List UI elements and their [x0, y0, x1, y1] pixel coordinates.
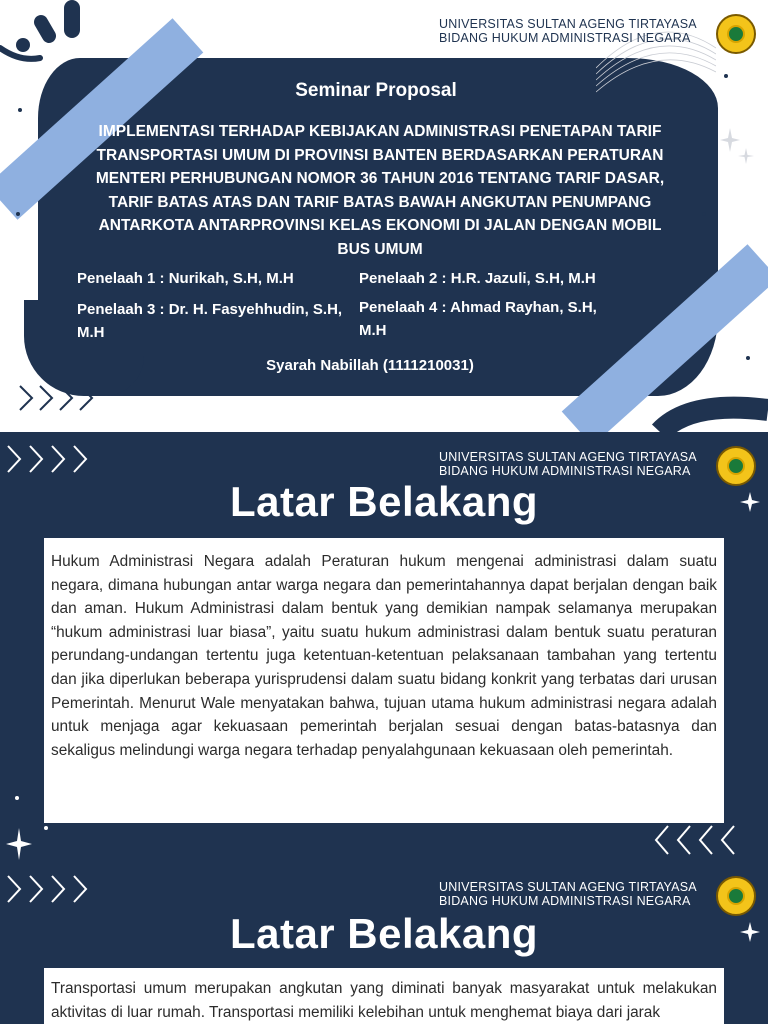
university-header — [439, 17, 719, 45]
background-text: Hukum Administrasi Negara adalah Peraturan hukum mengenai administrasi dalam suatu negara, dimana hubungan antar warga negara dan pemerintahannya dapat berjalan dengan baik dan aman. Hukum Administrasi dalam bentuk yang demikian nampak selamanya merupakan “hukum administrasi luar biasa”, yaitu suatu hukum administrasi dalam bentuk suatu peraturan perundang-undangan tertentu juga ketentuan-ketentuan pelaksanaan tambahan yang tertentu dan jika diperlukan beberapa yurisprudensi dalam suatu bidang konkrit yang terbatas dari urusan Pemerintah. Menurut Wale menyatakan bahwa, tujuan utama hukum administrasi negara adalah untuk menjaga agar kekuasaan pemerintah berjalan sesuai dengan batas-batasnya dan sekaligus melindungi warga negara terhadap penyalahgunaan kekuasaan oleh pemerintah. — [44, 538, 724, 823]
section-heading: Latar Belakang — [229, 478, 539, 525]
university-name: UNIVERSITAS SULTAN AGENG TIRTAYASA — [439, 880, 697, 894]
university-header — [439, 450, 719, 478]
department-name: BIDANG HUKUM ADMINISTRASI NEGARA — [439, 464, 691, 478]
sparkle-icon — [720, 128, 756, 168]
university-name: UNIVERSITAS SULTAN AGENG TIRTAYASA — [439, 17, 697, 31]
department-name: BIDANG HUKUM ADMINISTRASI NEGARA — [439, 894, 691, 908]
background-text: Transportasi umum merupakan angkutan yang diminati banyak masyarakat untuk melakukan aktivitas di luar rumah. Transportasi memiliki kelebihan untuk menghemat biaya dari jarak — [44, 968, 724, 1024]
chevron-right-icon — [4, 444, 100, 474]
university-name: UNIVERSITAS SULTAN AGENG TIRTAYASA — [439, 450, 697, 464]
student-name: Syarah Nabillah (1111210031) — [266, 357, 474, 374]
reviewer-1: Penelaah 1 : Nurikah, S.H, M.H — [77, 270, 294, 287]
university-header — [439, 880, 719, 908]
proposal-title: IMPLEMENTASI TERHADAP KEBIJAKAN ADMINISTRASI PENETAPAN TARIF TRANSPORTASI UMUM DI PROVINSI BANTEN BERDASARKAN PERATURAN MENTERI PERHUBUNGAN NOMOR 36 TAHUN 2016 TENTANG TARIF DASAR, TARIF BATAS ATAS DAN TARIF BATAS BAWAH ANGKUTAN PENUMPANG ANTARKOTA ANTARPROVINSI KELAS EKONOMI DI JALAN DENGAN MOBIL BUS UMUM — [95, 123, 665, 258]
seminar-label: Seminar Proposal — [295, 80, 457, 101]
reviewer-2: Penelaah 2 : H.R. Jazuli, S.H, M.H — [359, 270, 596, 287]
background-slide-1 — [0, 432, 768, 864]
chevron-left-icon — [652, 824, 748, 856]
section-heading: Latar Belakang — [229, 910, 539, 957]
department-name: BIDANG HUKUM ADMINISTRASI NEGARA — [439, 31, 691, 45]
sparkle-icon — [6, 828, 32, 860]
background-slide-2 — [0, 864, 768, 1024]
reviewer-3: Penelaah 3 : Dr. H. Fasyehhudin, S.H, M.H — [77, 301, 343, 341]
university-logo-icon — [716, 14, 756, 54]
chevron-right-icon — [4, 874, 100, 904]
title-slide — [0, 0, 768, 432]
chevron-right-icon — [16, 384, 106, 412]
reviewer-4: Penelaah 4 : Ahmad Rayhan, S.H, M.H — [359, 299, 597, 339]
